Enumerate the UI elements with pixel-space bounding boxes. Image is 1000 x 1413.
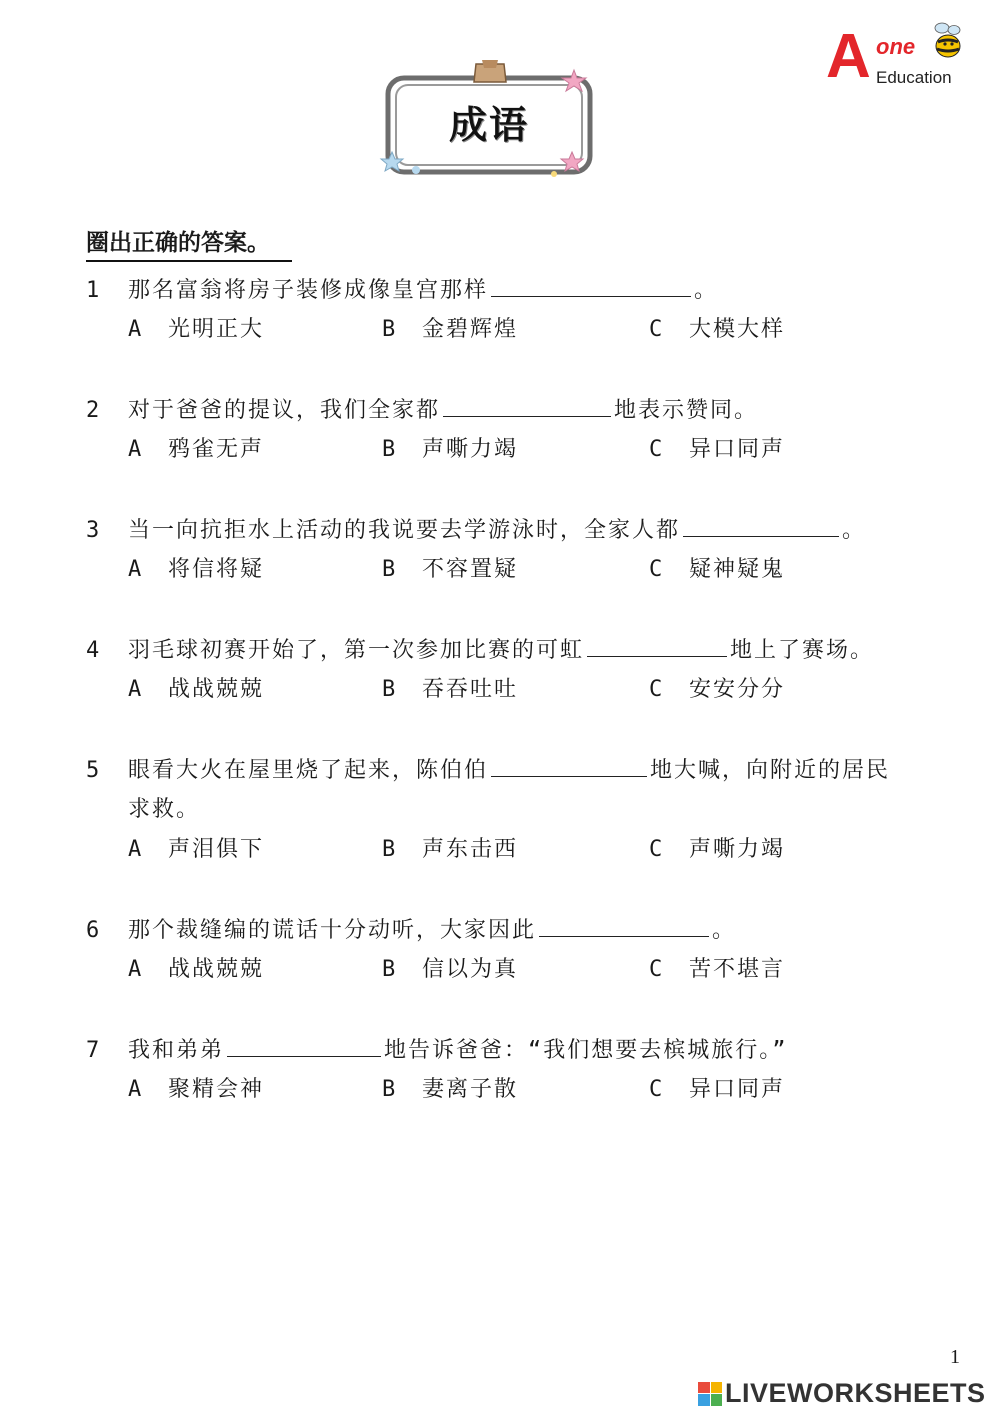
question-text-after: 。	[712, 918, 737, 943]
question-3	[86, 510, 966, 590]
option-c[interactable]	[649, 310, 785, 350]
option-text: 声嘶力竭	[422, 437, 519, 462]
option-text: 异口同声	[689, 1077, 786, 1102]
option-text: 声泪俱下	[168, 837, 265, 862]
option-text: 不容置疑	[422, 557, 519, 582]
option-text: 苦不堪言	[689, 957, 786, 982]
option-letter: A	[128, 837, 144, 862]
option-letter: A	[128, 557, 144, 582]
answer-blank[interactable]	[491, 750, 647, 777]
option-text: 光明正大	[168, 317, 265, 342]
option-letter: C	[649, 957, 665, 982]
logo-letter: A	[826, 22, 871, 91]
option-a[interactable]	[128, 670, 264, 710]
option-text: 战战兢兢	[168, 957, 265, 982]
option-text: 疑神疑鬼	[689, 557, 786, 582]
option-c[interactable]	[649, 550, 785, 590]
question-number: 2	[86, 398, 100, 423]
option-letter: C	[649, 437, 665, 462]
option-text: 聚精会神	[168, 1077, 265, 1102]
question-text-after: 地告诉爸爸：“我们想要去槟城旅行。”	[384, 1038, 788, 1063]
option-b[interactable]	[382, 670, 518, 710]
option-letter: B	[382, 437, 398, 462]
option-letter: B	[382, 557, 398, 582]
question-text: 对于爸爸的提议，我们全家都	[128, 398, 441, 423]
option-text: 安安分分	[689, 677, 786, 702]
option-letter: A	[128, 1077, 144, 1102]
answer-blank[interactable]	[443, 390, 611, 417]
option-text: 信以为真	[422, 957, 519, 982]
question-text: 我和弟弟	[128, 1038, 225, 1063]
option-a[interactable]	[128, 950, 264, 990]
option-text: 声东击西	[422, 837, 519, 862]
question-7	[86, 1030, 966, 1110]
question-number: 1	[86, 278, 100, 303]
option-letter: B	[382, 957, 398, 982]
question-2	[86, 390, 966, 470]
option-c[interactable]	[649, 830, 785, 870]
answer-blank[interactable]	[491, 270, 691, 297]
option-text: 妻离子散	[422, 1077, 519, 1102]
question-text-continued: 求救。	[128, 797, 201, 822]
option-a[interactable]	[128, 550, 264, 590]
liveworksheets-watermark	[698, 1378, 986, 1409]
option-text: 声嘶力竭	[689, 837, 786, 862]
aone-education-logo	[826, 22, 976, 92]
option-text: 将信将疑	[168, 557, 265, 582]
page-title: 成语	[448, 103, 529, 147]
question-number: 6	[86, 918, 100, 943]
option-b[interactable]	[382, 830, 518, 870]
option-letter: C	[649, 677, 665, 702]
option-letter: C	[649, 317, 665, 342]
question-text: 眼看大火在屋里烧了起来，陈伯伯	[128, 758, 489, 783]
answer-blank[interactable]	[227, 1030, 381, 1057]
option-b[interactable]	[382, 310, 518, 350]
option-letter: A	[128, 677, 144, 702]
answer-blank[interactable]	[587, 630, 727, 657]
option-a[interactable]	[128, 310, 264, 350]
option-b[interactable]	[382, 1070, 518, 1110]
logo-education: Education	[876, 68, 952, 87]
option-letter: B	[382, 837, 398, 862]
option-letter: C	[649, 837, 665, 862]
question-text-after: 地大喊，向附近的居民	[650, 758, 891, 783]
question-text-after: 地表示赞同。	[614, 398, 759, 423]
option-text: 异口同声	[689, 437, 786, 462]
option-letter: C	[649, 557, 665, 582]
option-a[interactable]	[128, 830, 264, 870]
option-c[interactable]	[649, 950, 785, 990]
option-text: 大模大样	[689, 317, 786, 342]
option-a[interactable]	[128, 1070, 264, 1110]
liveworksheets-text: LIVEWORKSHEETS	[725, 1378, 986, 1408]
option-letter: B	[382, 677, 398, 702]
question-text: 那名富翁将房子装修成像皇宫那样	[128, 278, 489, 303]
option-letter: A	[128, 437, 144, 462]
option-letter: B	[382, 1077, 398, 1102]
question-6	[86, 910, 966, 990]
option-c[interactable]	[649, 430, 785, 470]
question-text-after: 。	[842, 518, 867, 543]
option-a[interactable]	[128, 430, 264, 470]
question-number: 4	[86, 638, 100, 663]
liveworksheets-icon	[698, 1382, 722, 1406]
option-c[interactable]	[649, 670, 785, 710]
option-letter: C	[649, 1077, 665, 1102]
logo-one: one	[876, 34, 916, 59]
question-number: 7	[86, 1038, 100, 1063]
option-letter: A	[128, 957, 144, 982]
question-text-after: 地上了赛场。	[730, 638, 875, 663]
option-c[interactable]	[649, 1070, 785, 1110]
option-letter: A	[128, 317, 144, 342]
answer-blank[interactable]	[683, 510, 839, 537]
question-text: 当一向抗拒水上活动的我说要去学游泳时，全家人都	[128, 518, 681, 543]
option-b[interactable]	[382, 950, 518, 990]
option-text: 金碧辉煌	[422, 317, 519, 342]
option-text: 吞吞吐吐	[422, 677, 519, 702]
question-text: 那个裁缝编的谎话十分动听，大家因此	[128, 918, 537, 943]
question-4	[86, 630, 966, 710]
option-b[interactable]	[382, 550, 518, 590]
question-text-after: 。	[694, 278, 719, 303]
question-text: 羽毛球初赛开始了，第一次参加比赛的可虹	[128, 638, 585, 663]
answer-blank[interactable]	[539, 910, 709, 937]
bee-icon	[928, 22, 966, 62]
page-number: 1	[950, 1346, 960, 1368]
option-letter: B	[382, 317, 398, 342]
option-text: 战战兢兢	[168, 677, 265, 702]
question-5	[86, 750, 966, 870]
option-b[interactable]	[382, 430, 518, 470]
instruction: 圈出正确的答案。	[86, 224, 292, 262]
question-number: 5	[86, 758, 100, 783]
option-text: 鸦雀无声	[168, 437, 265, 462]
question-1	[86, 270, 966, 350]
question-number: 3	[86, 518, 100, 543]
